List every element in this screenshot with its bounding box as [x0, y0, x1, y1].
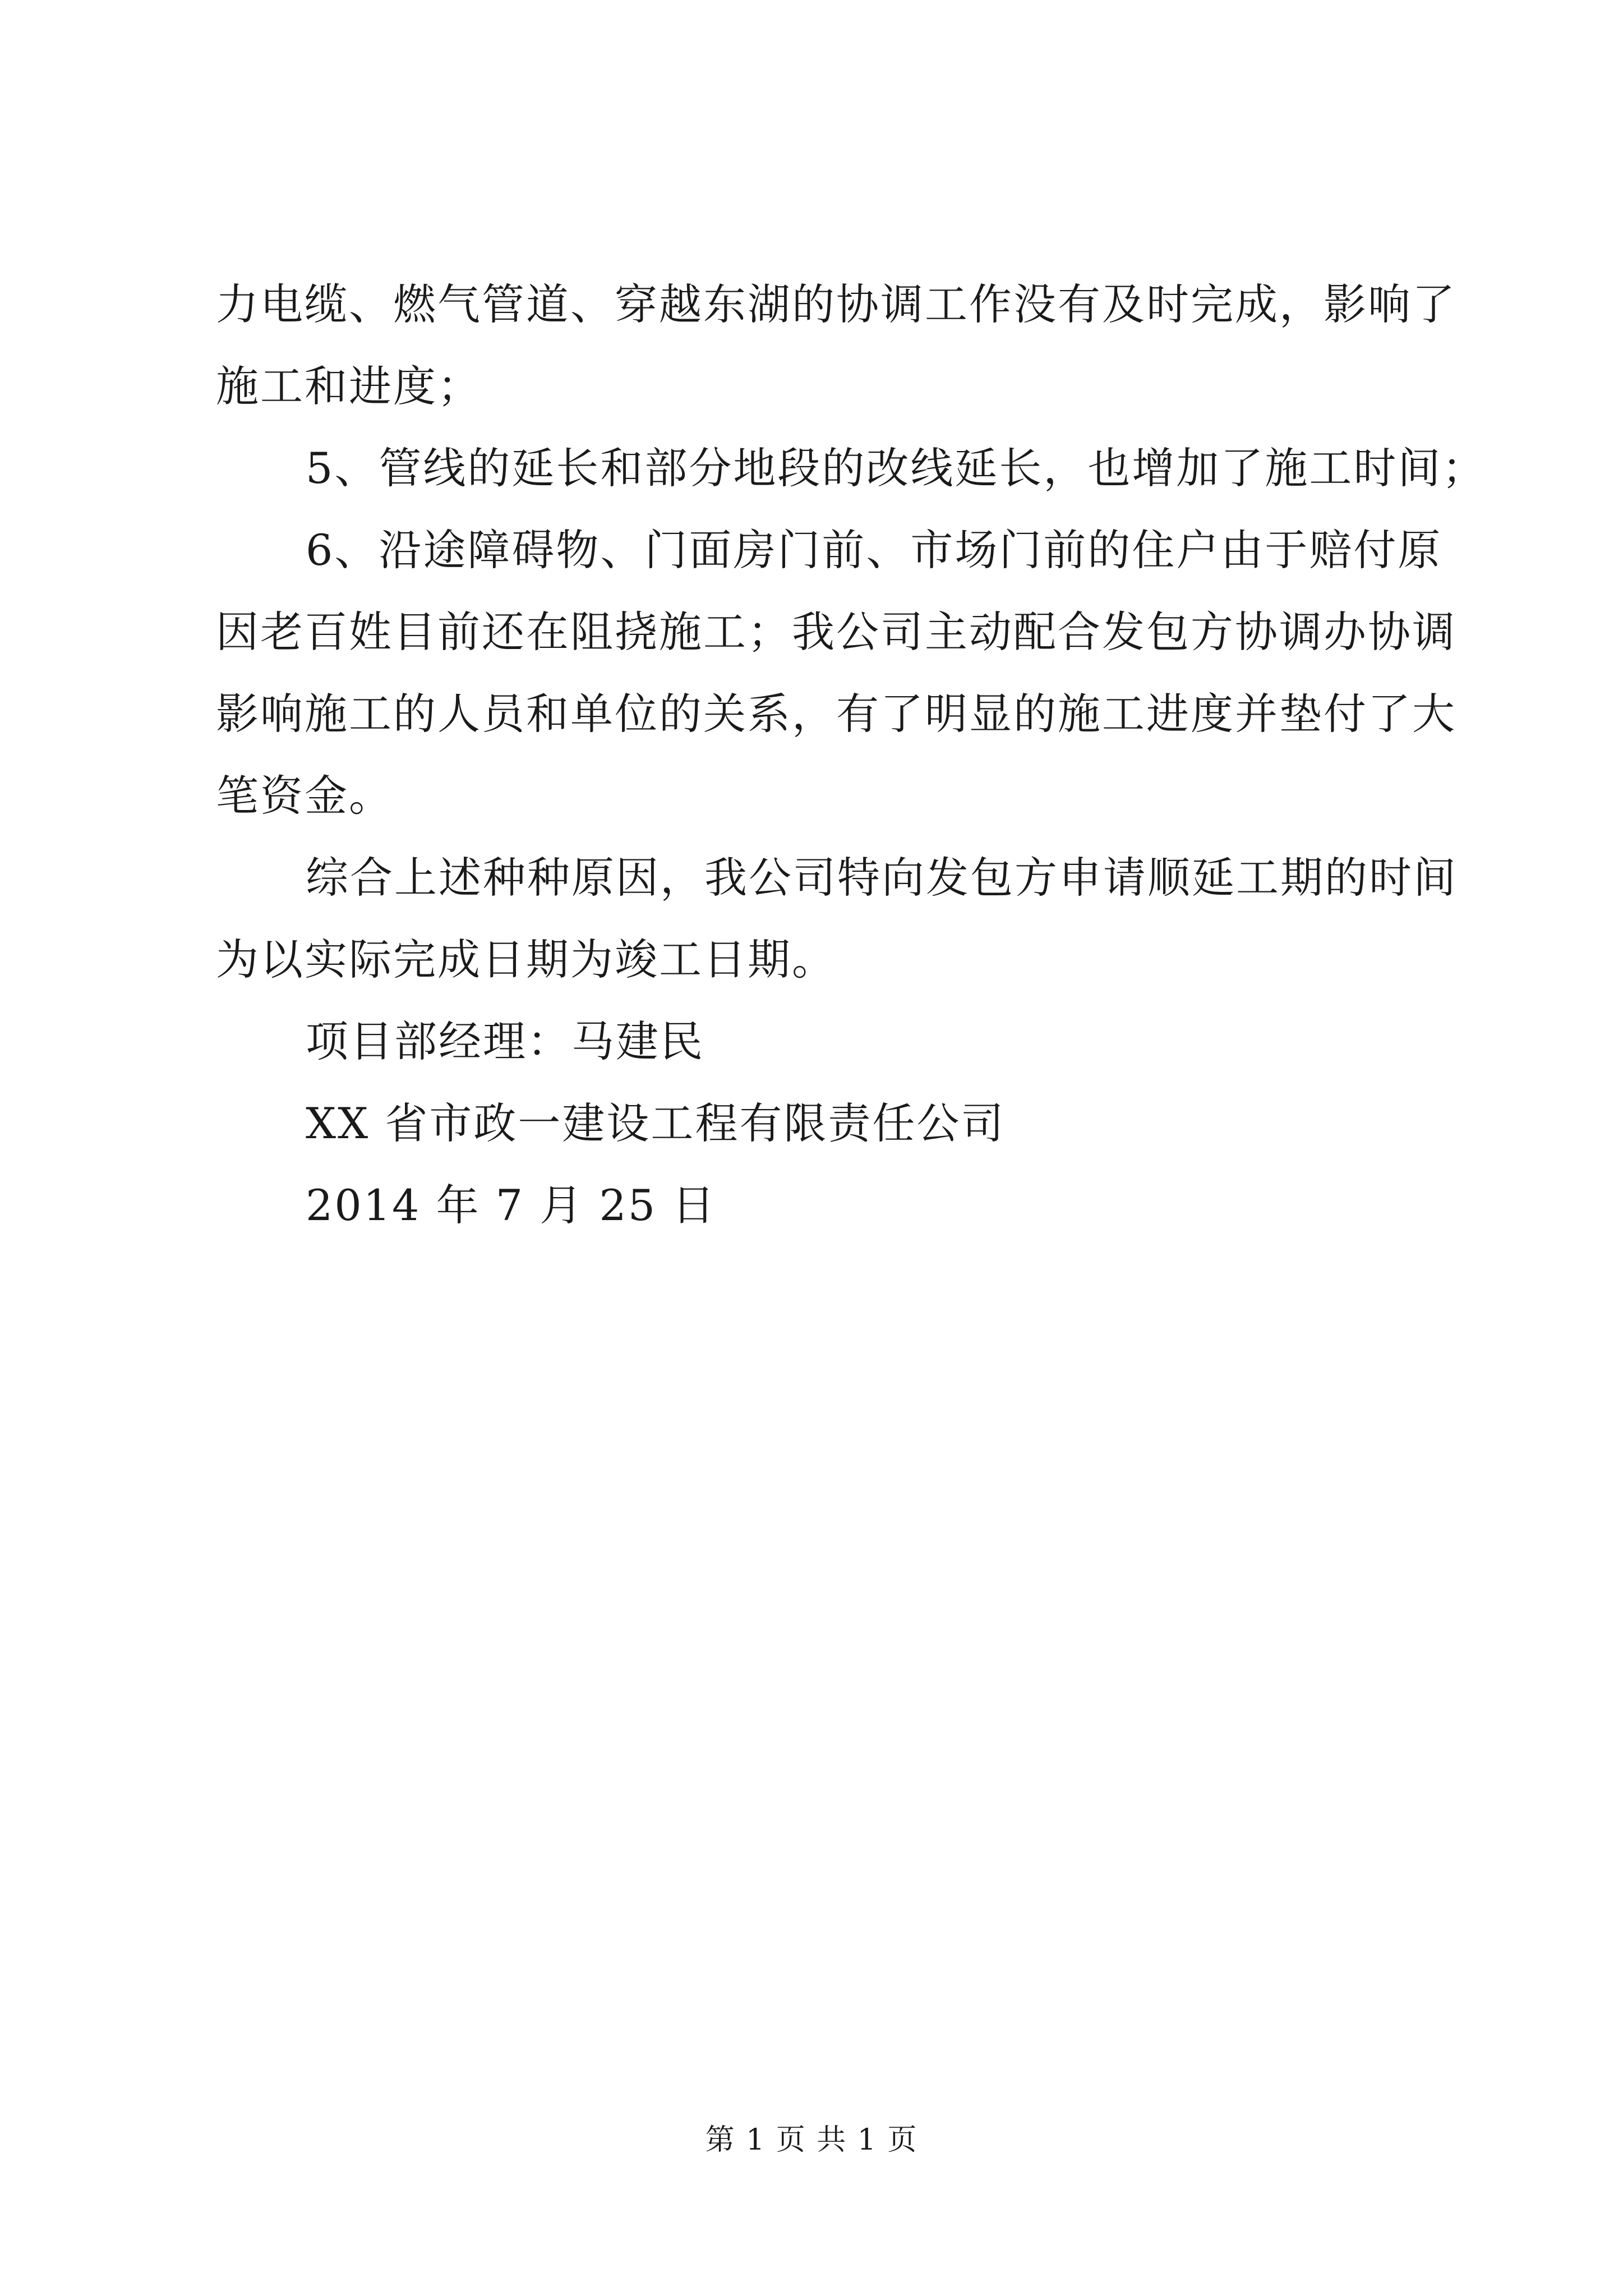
paragraph-line: 综合上述种种原因，我公司特向发包方申请顺延工期的时间: [306, 853, 1458, 903]
signature-manager: 项目部经理：马建民: [306, 1016, 704, 1066]
paragraph-line: 5、管线的延长和部分地段的改线延长，也增加了施工时间；: [306, 443, 1487, 493]
paragraph-line: 影响施工的人员和单位的关系，有了明显的施工进度并垫付了大: [216, 689, 1456, 739]
signature-date: 2014 年 7 月 25 日: [306, 1180, 717, 1230]
paragraph-line: 因老百姓目前还在阻挠施工；我公司主动配合发包方协调办协调: [216, 607, 1456, 657]
page-footer: 第 1 页 共 1 页: [705, 2123, 918, 2157]
document-body: [216, 264, 1487, 1246]
paragraph-line: 6、沿途障碍物、门面房门前、市场门前的住户由于赔付原: [306, 525, 1442, 575]
paragraph-line: 力电缆、燃气管道、穿越东湖的协调工作没有及时完成，影响了: [216, 279, 1456, 329]
paragraph-line: 为以实际完成日期为竣工日期。: [216, 935, 836, 984]
paragraph-line: 施工和进度；: [216, 361, 482, 411]
signature-company: XX 省市政一建设工程有限责任公司: [306, 1098, 1006, 1148]
paragraph-line: 笔资金。: [216, 771, 393, 821]
